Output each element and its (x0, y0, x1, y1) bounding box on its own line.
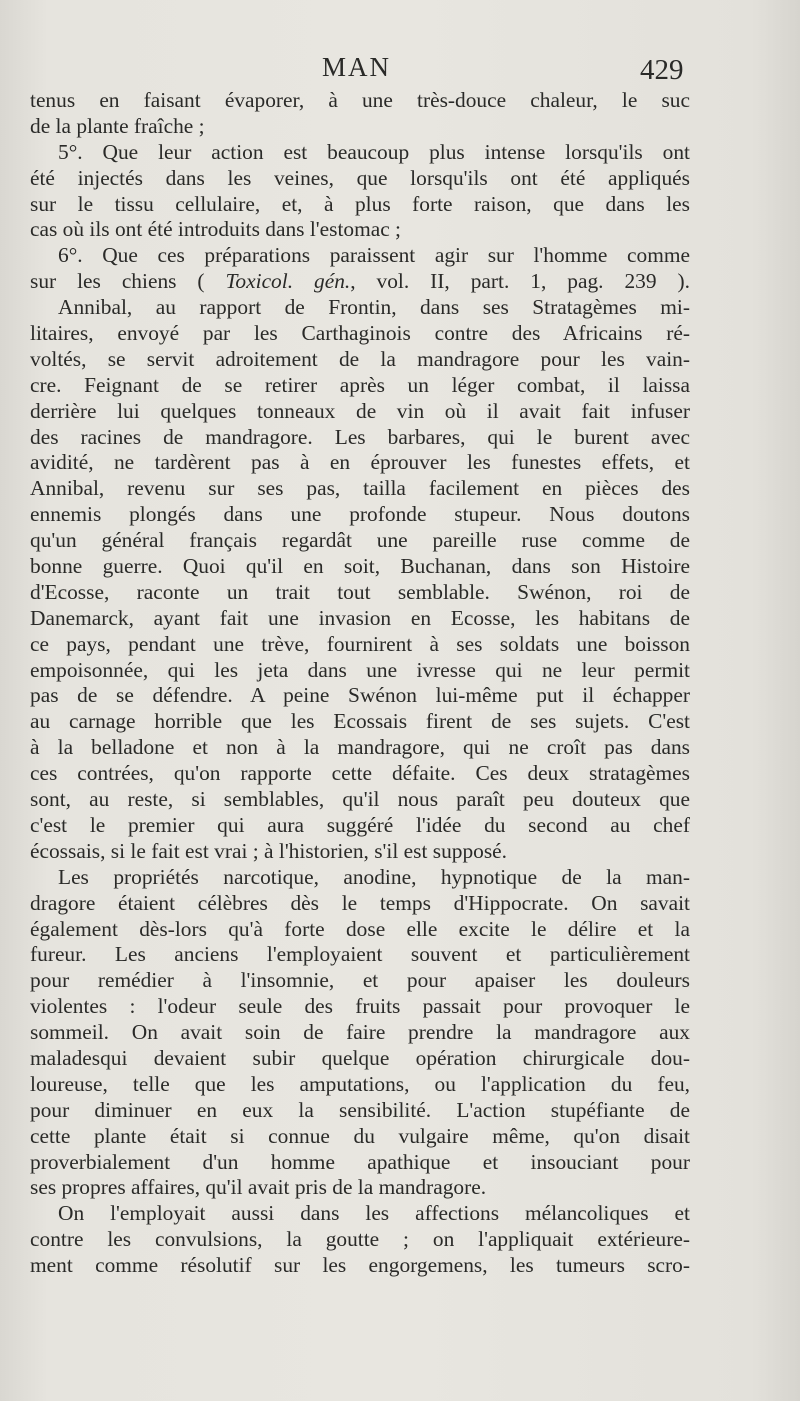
text-line: écossais, si le fait est vrai ; à l'historien, s'il est supposé. (30, 838, 508, 863)
text-line: sommeil. On avait soin de faire prendre la mandragore aux (30, 1020, 690, 1045)
text-line: bonne guerre. Quoi qu'il en soit, Buchanan, dans son Histoire (30, 554, 690, 579)
text-line: voltés, se servit adroitement de la mandragore pour les vain- (30, 346, 690, 371)
text-line: c'est le premier qui aura suggéré l'idée du second au chef (30, 812, 690, 837)
text-line: ennemis plongés dans une profonde stupeur. Nous doutons (30, 502, 690, 527)
text-line: pas de se défendre. A peine Swénon lui-même put il échapper (30, 683, 690, 708)
text-line: Annibal, revenu sur ses pas, tailla facilement en pièces des (30, 476, 690, 501)
text-line: fureur. Les anciens l'employaient souvent et particulièrement (30, 942, 690, 967)
text-line: loureuse, telle que les amputations, ou l'application du feu, (30, 1071, 690, 1096)
citation-suffix: , vol. II, part. 1, pag. 239 ). (350, 269, 690, 294)
citation-prefix: sur les chiens ( (30, 269, 226, 294)
text-line: des racines de mandragore. Les barbares, qui le burent avec (30, 424, 690, 449)
text-line: de la plante fraîche ; (30, 113, 205, 138)
text-line: litaires, envoyé par les Carthaginois contre des Africains ré- (30, 321, 690, 346)
text-line: à la belladone et non à la mandragore, qui ne croît pas dans (30, 735, 690, 760)
text-line: ses propres affaires, qu'il avait pris de la mandragore. (30, 1175, 487, 1200)
text-line-with-citation (30, 269, 690, 295)
text-line: cas où ils ont été introduits dans l'estomac ; (30, 217, 401, 242)
text-line: tenus en faisant évaporer, à une très-douce chaleur, le suc (30, 88, 690, 112)
text-line: sur le tissu cellulaire, et, à plus forte raison, que dans les (30, 191, 690, 216)
text-line: ce pays, pendant une trève, fournirent à ses soldats une boisson (30, 631, 690, 656)
text-line: d'Ecosse, raconte un trait tout semblable. Swénon, roi de (30, 579, 690, 604)
text-line: sont, au reste, si semblables, qu'il nous paraît peu douteux que (30, 787, 690, 812)
text-line: avidité, ne tardèrent pas à en éprouver les funestes effets, et (30, 450, 690, 475)
citation-title: Toxicol. gén. (225, 269, 351, 294)
text-line: Les propriétés narcotique, anodine, hypnotique de la man- (58, 864, 690, 889)
page-header (0, 48, 800, 88)
text-line: proverbialement d'un homme apathique et insouciant pour (30, 1149, 690, 1174)
text-line: ces contrées, qu'on rapporte cette défaite. Ces deux stratagèmes (30, 761, 690, 786)
text-line: cre. Feignant de se retirer après un léger combat, il laissa (30, 372, 690, 397)
text-line: On l'employait aussi dans les affections mélancoliques et (58, 1201, 690, 1226)
text-line: empoisonnée, qui les jeta dans une ivresse qui ne leur permit (30, 657, 690, 682)
text-line: qu'un général français regardât une pareille ruse comme de (30, 528, 690, 553)
text-line: Annibal, au rapport de Frontin, dans ses Stratagèmes mi- (58, 295, 690, 320)
text-line: ment comme résolutif sur les engorgemens, les tumeurs scro- (30, 1253, 690, 1278)
body-text (30, 88, 690, 1279)
running-head: MAN (322, 52, 392, 82)
text-line: contre les convulsions, la goutte ; on l'appliquait extérieure- (30, 1227, 690, 1252)
text-line: 5°. Que leur action est beaucoup plus intense lorsqu'ils ont (58, 139, 690, 164)
page-number: 429 (640, 54, 684, 86)
text-line: cette plante était si connue du vulgaire même, qu'on disait (30, 1123, 690, 1148)
text-line: pour diminuer en eux la sensibilité. L'action stupéfiante de (30, 1097, 690, 1122)
text-line: également dès-lors qu'à forte dose elle excite le délire et la (30, 916, 690, 941)
text-line: violentes : l'odeur seule des fruits passait pour provoquer le (30, 994, 690, 1019)
text-line: derrière lui quelques tonneaux de vin où il avait fait infuser (30, 398, 690, 423)
text-line: dragore étaient célèbres dès le temps d'Hippocrate. On savait (30, 890, 690, 915)
text-line: Danemarck, ayant fait une invasion en Ecosse, les habitans de (30, 605, 690, 630)
text-line: maladesqui devaient subir quelque opération chirurgicale dou- (30, 1045, 690, 1070)
text-line: 6°. Que ces préparations paraissent agir sur l'homme comme (58, 243, 690, 268)
text-line: été injectés dans les veines, que lorsqu'ils ont été appliqués (30, 165, 690, 190)
text-line: au carnage horrible que les Ecossais firent de ses sujets. C'est (30, 709, 690, 734)
text-line: pour remédier à l'insomnie, et pour apaiser les douleurs (30, 968, 690, 993)
